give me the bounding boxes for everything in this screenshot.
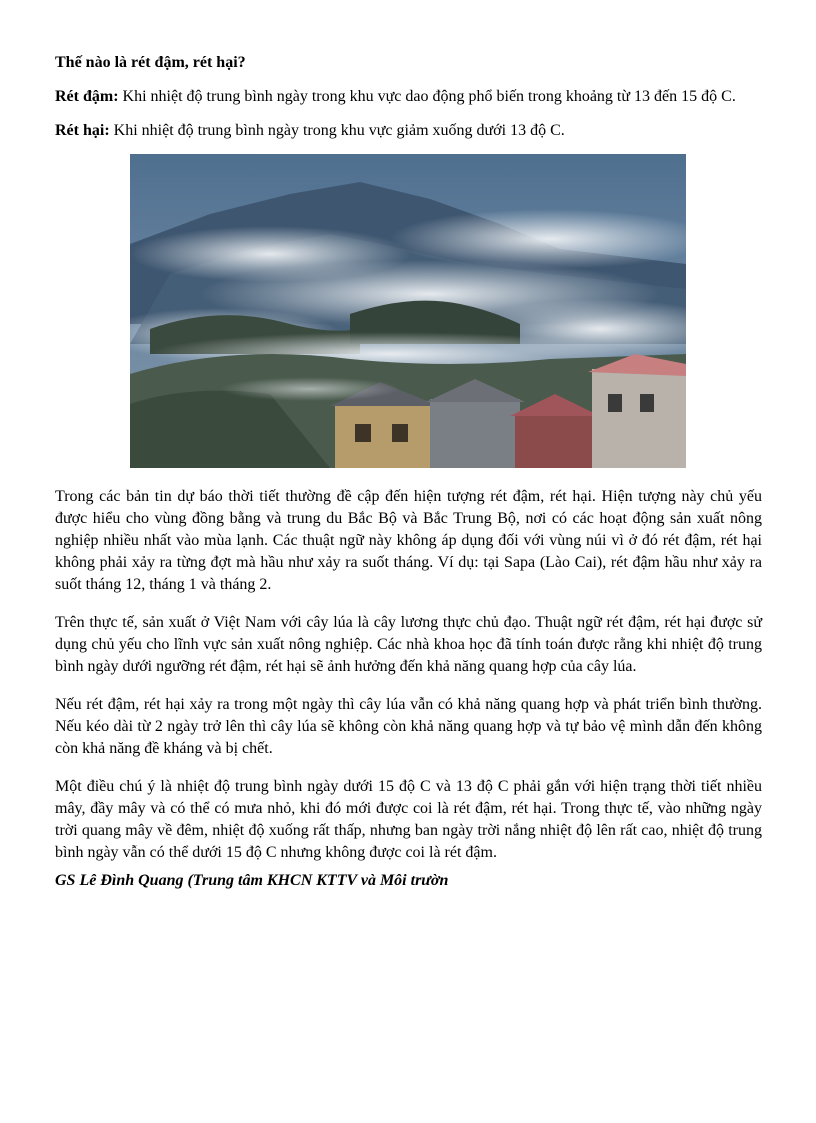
mountain-fog-photo [130, 154, 686, 468]
definition-ret-dam [55, 86, 762, 108]
definition-text: Khi nhiệt độ trung bình ngày trong khu vực dao động phổ biến trong khoảng từ 13 đến 15 độ C. [118, 88, 736, 105]
paragraph: Trong các bản tin dự báo thời tiết thường đề cập đến hiện tượng rét đậm, rét hại. Hiện tượng này chủ yếu được hiểu cho vùng đồng bằng và trung du Bắc Bộ và Bắc Trung Bộ, nơi có các hoạt động sản xuất nông nghiệp nhiều nhất vào mùa lạnh. Các thuật ngữ này không áp dụng đối với vùng núi vì ở đó rét đậm, rét hại không phải xảy ra từng đợt mà hầu như xảy ra suốt tháng. Ví dụ: tại Sapa (Lào Cai), rét đậm hầu như xảy ra suốt tháng 12, tháng 1 và tháng 2. [55, 488, 762, 593]
author-credit: GS Lê Đình Quang (Trung tâm KHCN KTTV và Môi trườn [55, 872, 449, 889]
definition-ret-hai [55, 120, 762, 142]
paragraph: Nếu rét đậm, rét hại xảy ra trong một ngày thì cây lúa vẫn có khả năng quang hợp và phát triển bình thường. Nếu kéo dài từ 2 ngày trở lên thì cây lúa sẽ không còn khả năng quang hợp và tự bảo vệ mình dẫn đến không còn khả năng đề kháng và bị chết. [55, 696, 762, 757]
paragraph: Trên thực tế, sản xuất ở Việt Nam với cây lúa là cây lương thực chủ đạo. Thuật ngữ rét đậm, rét hại được sử dụng chủ yếu cho lĩnh vực sản xuất nông nghiệp. Các nhà khoa học đã tính toán được rằng khi nhiệt độ trung bình ngày dưới ngưỡng rét đậm, rét hại sẽ ảnh hưởng đến khả năng quang hợp của cây lúa. [55, 614, 762, 675]
document-content [55, 52, 762, 892]
paragraph: Một điều chú ý là nhiệt độ trung bình ngày dưới 15 độ C và 13 độ C phải gắn với hiện trạng thời tiết nhiều mây, đầy mây và có thể có mưa nhỏ, khi đó mới được coi là rét đậm, rét hại. Trong thực tế, vào những ngày trời quang mây về đêm, nhiệt độ xuống rất thấp, nhưng ban ngày trời nắng nhiệt độ lên rất cao, nhiệt độ trung bình ngày vẫn có thể dưới 15 độ C nhưng không được coi là rét đậm. [55, 778, 762, 861]
definition-text: Khi nhiệt độ trung bình ngày trong khu vực giảm xuống dưới 13 độ C. [109, 122, 565, 139]
definition-term: Rét đậm: [55, 88, 119, 105]
definition-term: Rét hại: [55, 122, 110, 139]
page-title: Thế nào là rét đậm, rét hại? [55, 54, 246, 71]
